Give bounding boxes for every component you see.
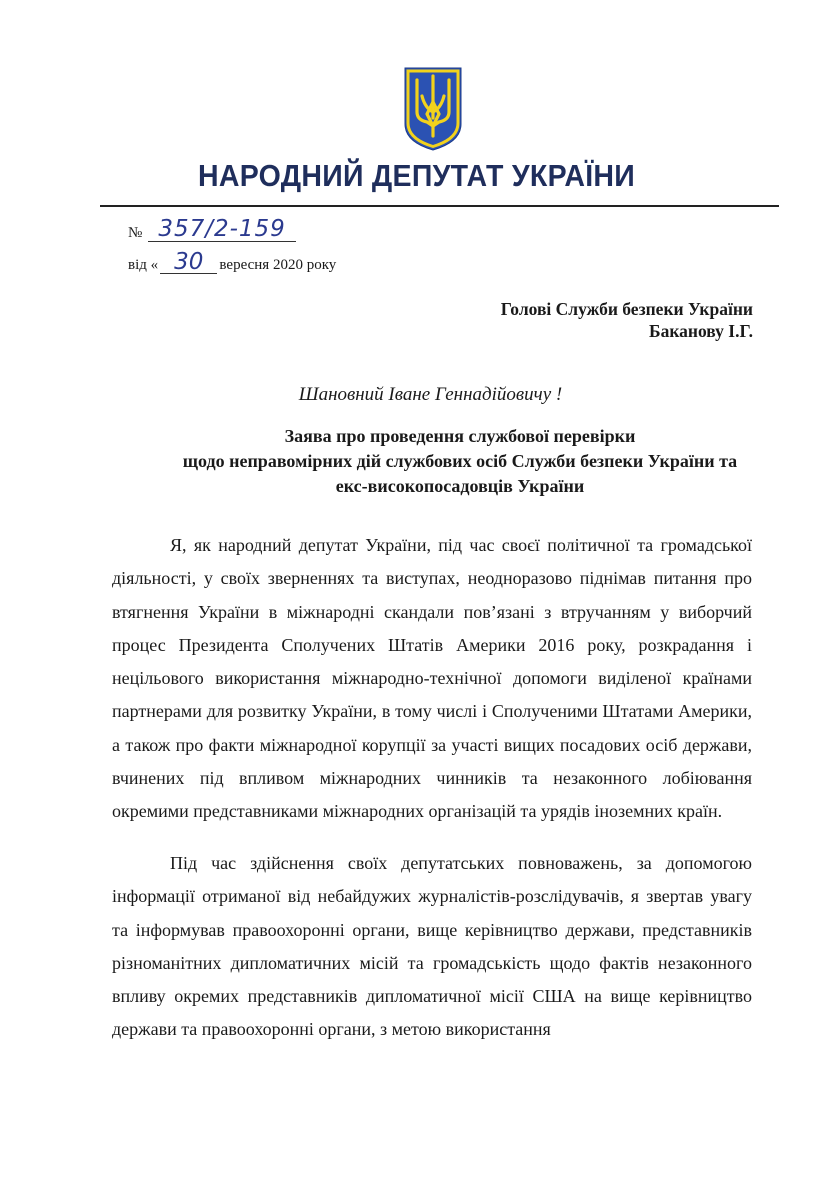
salutation: Шановний Іване Геннадійовичу ! (298, 384, 563, 405)
subject-heading (150, 424, 770, 499)
addressee-position: Голові Служби безпеки України (500, 299, 753, 319)
registration-number-label: № (128, 225, 143, 241)
body-paragraph-2: Під час здійснення своїх депутатських повноважень, за допомогою інформації отриманої від небайдужих журналістів-розслідувачів, я звертав увагу та інформував правоохоронні органи, вище керівництво держави, представників різноманітних дипломатичних місій та громадськість щодо фактів незаконного впливу окремих представників дипломатичної місії США на вище керівництво держави та правоохоронні органи, з метою використання (112, 853, 752, 1040)
trident-coat-of-arms-icon (403, 66, 463, 152)
date-prefix: від « (128, 257, 159, 273)
registration-number-value: 357/2-159 (148, 217, 295, 242)
subject-line-2: щодо неправомірних дій службових осіб Служби безпеки України та (182, 451, 738, 471)
document-header-title: НАРОДНИЙ ДЕПУТАТ УКРАЇНИ (197, 158, 636, 193)
subject-line-3: екс-високопосадовців України (335, 476, 585, 496)
registration-number (128, 217, 296, 242)
date-rest: вересня 2020 року (219, 257, 337, 273)
date-day: 30 (160, 251, 217, 274)
addressee-block (501, 298, 753, 342)
header-divider (100, 205, 779, 207)
document-date (128, 251, 336, 274)
addressee-name: Баканову І.Г. (649, 321, 753, 341)
body-paragraph-1: Я, як народний депутат України, під час своєї політичної та громадської діяльності, у своїх зверненнях та виступах, неодноразово піднімав питання про втягнення України в міжнародні скандали пов’язані з втручанням у виборчий процес Президента Сполучених Штатів Америки 2016 року, розкрадання і нецільового використання міжнародно-технічної допомоги виділеної країнами партнерами для розвитку України, в тому числі і Сполученими Штатами Америки, а також про факти міжнародної корупції за участі вищих посадових осіб держави, вчинених під впливом міжнародних чинників та незаконного лобіювання окремими представниками міжнародних організацій та урядів іноземних країн. (112, 535, 752, 822)
subject-line-1: Заява про проведення службової перевірки (284, 426, 636, 446)
